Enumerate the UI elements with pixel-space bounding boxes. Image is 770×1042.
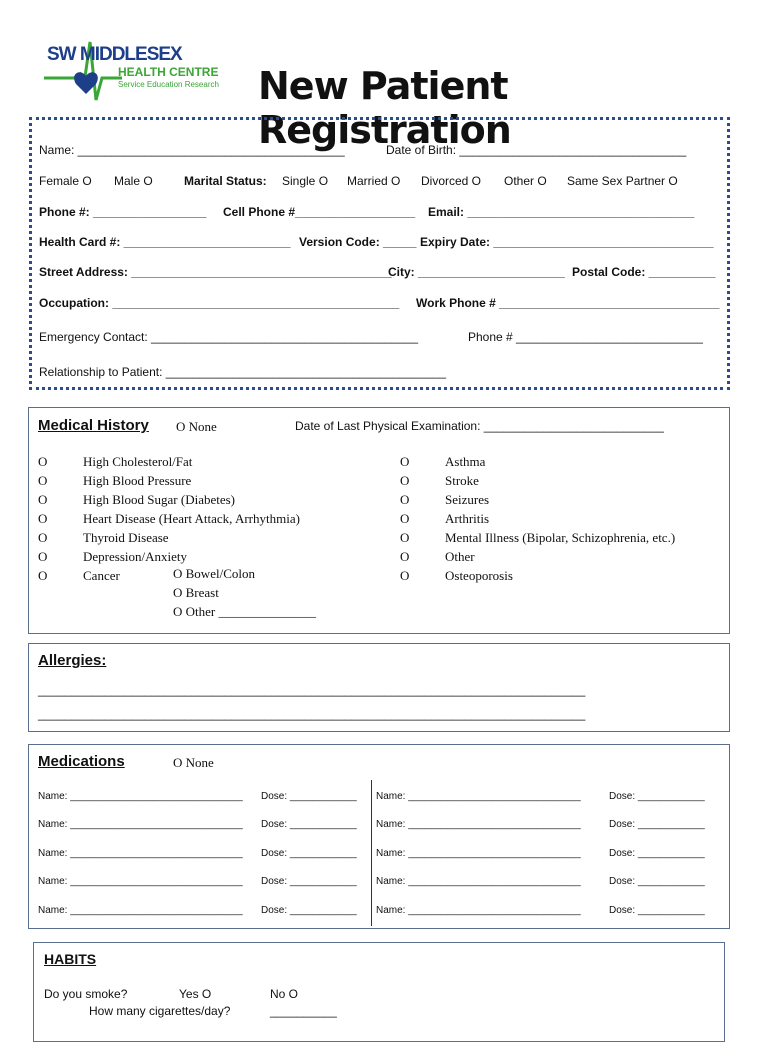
emergency-phone-field[interactable]: Phone # ____________________________ — [468, 330, 703, 344]
page-title: New Patient Registration — [258, 64, 511, 152]
marital-status-label: Marital Status: — [184, 174, 267, 188]
logo — [44, 34, 234, 106]
condition-label: Other — [445, 549, 475, 564]
last-exam-field[interactable]: Date of Last Physical Examination: ___________________________ — [295, 419, 664, 433]
work-phone-field[interactable]: Work Phone # _________________________________ — [416, 296, 720, 310]
medication-dose-field-right[interactable]: Dose: ____________ — [609, 819, 705, 830]
name-field[interactable]: Name: ________________________________________ — [39, 143, 345, 157]
condition-checkbox[interactable]: O — [400, 568, 410, 583]
allergies-line-1[interactable]: __________________________________________________________________________________ — [38, 683, 586, 697]
condition-checkbox[interactable]: O — [38, 473, 48, 488]
medications-divider — [371, 780, 372, 926]
married-radio[interactable]: Married O — [347, 174, 401, 188]
condition-label: Stroke — [445, 473, 479, 488]
condition-checkbox[interactable]: O — [400, 492, 410, 507]
cell-phone-field[interactable]: Cell Phone #__________________ — [223, 205, 416, 219]
condition-label: Seizures — [445, 492, 490, 507]
medical-history-title: Medical History — [38, 417, 149, 434]
condition-label: Osteoporosis — [445, 568, 513, 583]
male-radio[interactable]: Male O — [114, 174, 153, 188]
cigarettes-question: How many cigarettes/day? — [89, 1004, 231, 1018]
postal-code-field[interactable]: Postal Code: __________ — [572, 265, 716, 279]
condition-label: Heart Disease (Heart Attack, Arrhythmia) — [83, 511, 300, 526]
medication-dose-field-left[interactable]: Dose: ____________ — [261, 876, 357, 887]
single-radio[interactable]: Single O — [282, 174, 329, 188]
dob-field[interactable]: Date of Birth: __________________________________ — [386, 143, 687, 157]
email-field[interactable]: Email: __________________________________ — [428, 205, 695, 219]
medication-name-field-right[interactable]: Name: _______________________________ — [376, 905, 581, 916]
medical-history-none[interactable]: O None — [176, 419, 217, 434]
smoke-no-radio[interactable]: No O — [270, 987, 299, 1001]
smoke-yes-radio[interactable]: Yes O — [179, 987, 212, 1001]
same-sex-radio[interactable]: Same Sex Partner O — [567, 174, 678, 188]
condition-checkbox[interactable]: O — [400, 511, 410, 526]
medication-name-field-right[interactable]: Name: _______________________________ — [376, 791, 581, 802]
condition-label: Depression/Anxiety — [83, 549, 187, 564]
cancer-sub-bowel[interactable]: O Bowel/Colon — [173, 566, 255, 581]
condition-checkbox[interactable]: O — [400, 454, 410, 469]
habits-title: HABITS — [44, 951, 97, 967]
other-radio[interactable]: Other O — [504, 174, 547, 188]
medication-name-field-right[interactable]: Name: _______________________________ — [376, 876, 581, 887]
condition-label: Asthma — [445, 454, 486, 469]
condition-checkbox[interactable]: O — [400, 549, 410, 564]
logo-line2: HEALTH CENTRE — [118, 65, 219, 79]
phone-field[interactable]: Phone #: _________________ — [39, 205, 207, 219]
allergies-title: Allergies: — [38, 652, 107, 669]
smoke-question: Do you smoke? — [44, 987, 128, 1001]
condition-label: High Blood Sugar (Diabetes) — [83, 492, 236, 507]
medications-title: Medications — [38, 753, 125, 770]
medication-dose-field-left[interactable]: Dose: ____________ — [261, 791, 357, 802]
logo-line1: SW MIDDLESEX — [47, 44, 182, 65]
condition-checkbox[interactable]: O — [38, 454, 48, 469]
condition-label: Mental Illness (Bipolar, Schizophrenia, etc.) — [445, 530, 676, 545]
medication-dose-field-right[interactable]: Dose: ____________ — [609, 876, 705, 887]
street-address-field[interactable]: Street Address: _______________________________________ — [39, 265, 392, 279]
condition-label: Cancer — [83, 568, 120, 583]
divorced-radio[interactable]: Divorced O — [421, 174, 482, 188]
medication-name-field-left[interactable]: Name: _______________________________ — [38, 791, 243, 802]
emergency-contact-field[interactable]: Emergency Contact: ________________________________________ — [39, 330, 419, 344]
cancer-sub-breast[interactable]: O Breast — [173, 585, 219, 600]
condition-label: High Cholesterol/Fat — [83, 454, 193, 469]
health-card-field[interactable]: Health Card #: _________________________ — [39, 235, 291, 249]
condition-checkbox[interactable]: O — [38, 492, 48, 507]
medication-dose-field-right[interactable]: Dose: ____________ — [609, 905, 705, 916]
medication-name-field-left[interactable]: Name: _______________________________ — [38, 905, 243, 916]
condition-checkbox[interactable]: O — [38, 549, 48, 564]
version-code-field[interactable]: Version Code: _____ — [299, 235, 417, 249]
condition-label: Arthritis — [445, 511, 490, 526]
condition-checkbox[interactable]: O — [400, 473, 410, 488]
medications-box — [28, 744, 730, 929]
relationship-field[interactable]: Relationship to Patient: __________________________________________ — [39, 365, 447, 379]
condition-checkbox[interactable]: O — [38, 568, 48, 583]
condition-checkbox[interactable]: O — [38, 530, 48, 545]
patient-info-box — [29, 117, 730, 390]
occupation-field[interactable]: Occupation: ___________________________________________ — [39, 296, 400, 310]
city-field[interactable]: City: ______________________ — [388, 265, 565, 279]
medication-dose-field-left[interactable]: Dose: ____________ — [261, 905, 357, 916]
cancer-sub-other[interactable]: O Other _______________ — [173, 604, 316, 619]
condition-label: Thyroid Disease — [83, 530, 169, 545]
condition-label: High Blood Pressure — [83, 473, 192, 488]
medication-name-field-left[interactable]: Name: _______________________________ — [38, 819, 243, 830]
medication-dose-field-left[interactable]: Dose: ____________ — [261, 848, 357, 859]
habits-box — [33, 942, 725, 1042]
medications-none[interactable]: O None — [173, 755, 214, 770]
condition-checkbox[interactable]: O — [38, 511, 48, 526]
condition-checkbox[interactable]: O — [400, 530, 410, 545]
medication-name-field-left[interactable]: Name: _______________________________ — [38, 848, 243, 859]
cigarettes-field[interactable]: __________ — [270, 1004, 337, 1018]
allergies-line-2[interactable]: __________________________________________________________________________________ — [38, 707, 586, 721]
expiry-date-field[interactable]: Expiry Date: _________________________________ — [420, 235, 714, 249]
logo-tagline: Service Education Research — [118, 80, 219, 89]
medication-dose-field-left[interactable]: Dose: ____________ — [261, 819, 357, 830]
medication-name-field-left[interactable]: Name: _______________________________ — [38, 876, 243, 887]
female-radio[interactable]: Female O — [39, 174, 92, 188]
medication-name-field-right[interactable]: Name: _______________________________ — [376, 819, 581, 830]
medication-name-field-right[interactable]: Name: _______________________________ — [376, 848, 581, 859]
medication-dose-field-right[interactable]: Dose: ____________ — [609, 848, 705, 859]
medication-dose-field-right[interactable]: Dose: ____________ — [609, 791, 705, 802]
